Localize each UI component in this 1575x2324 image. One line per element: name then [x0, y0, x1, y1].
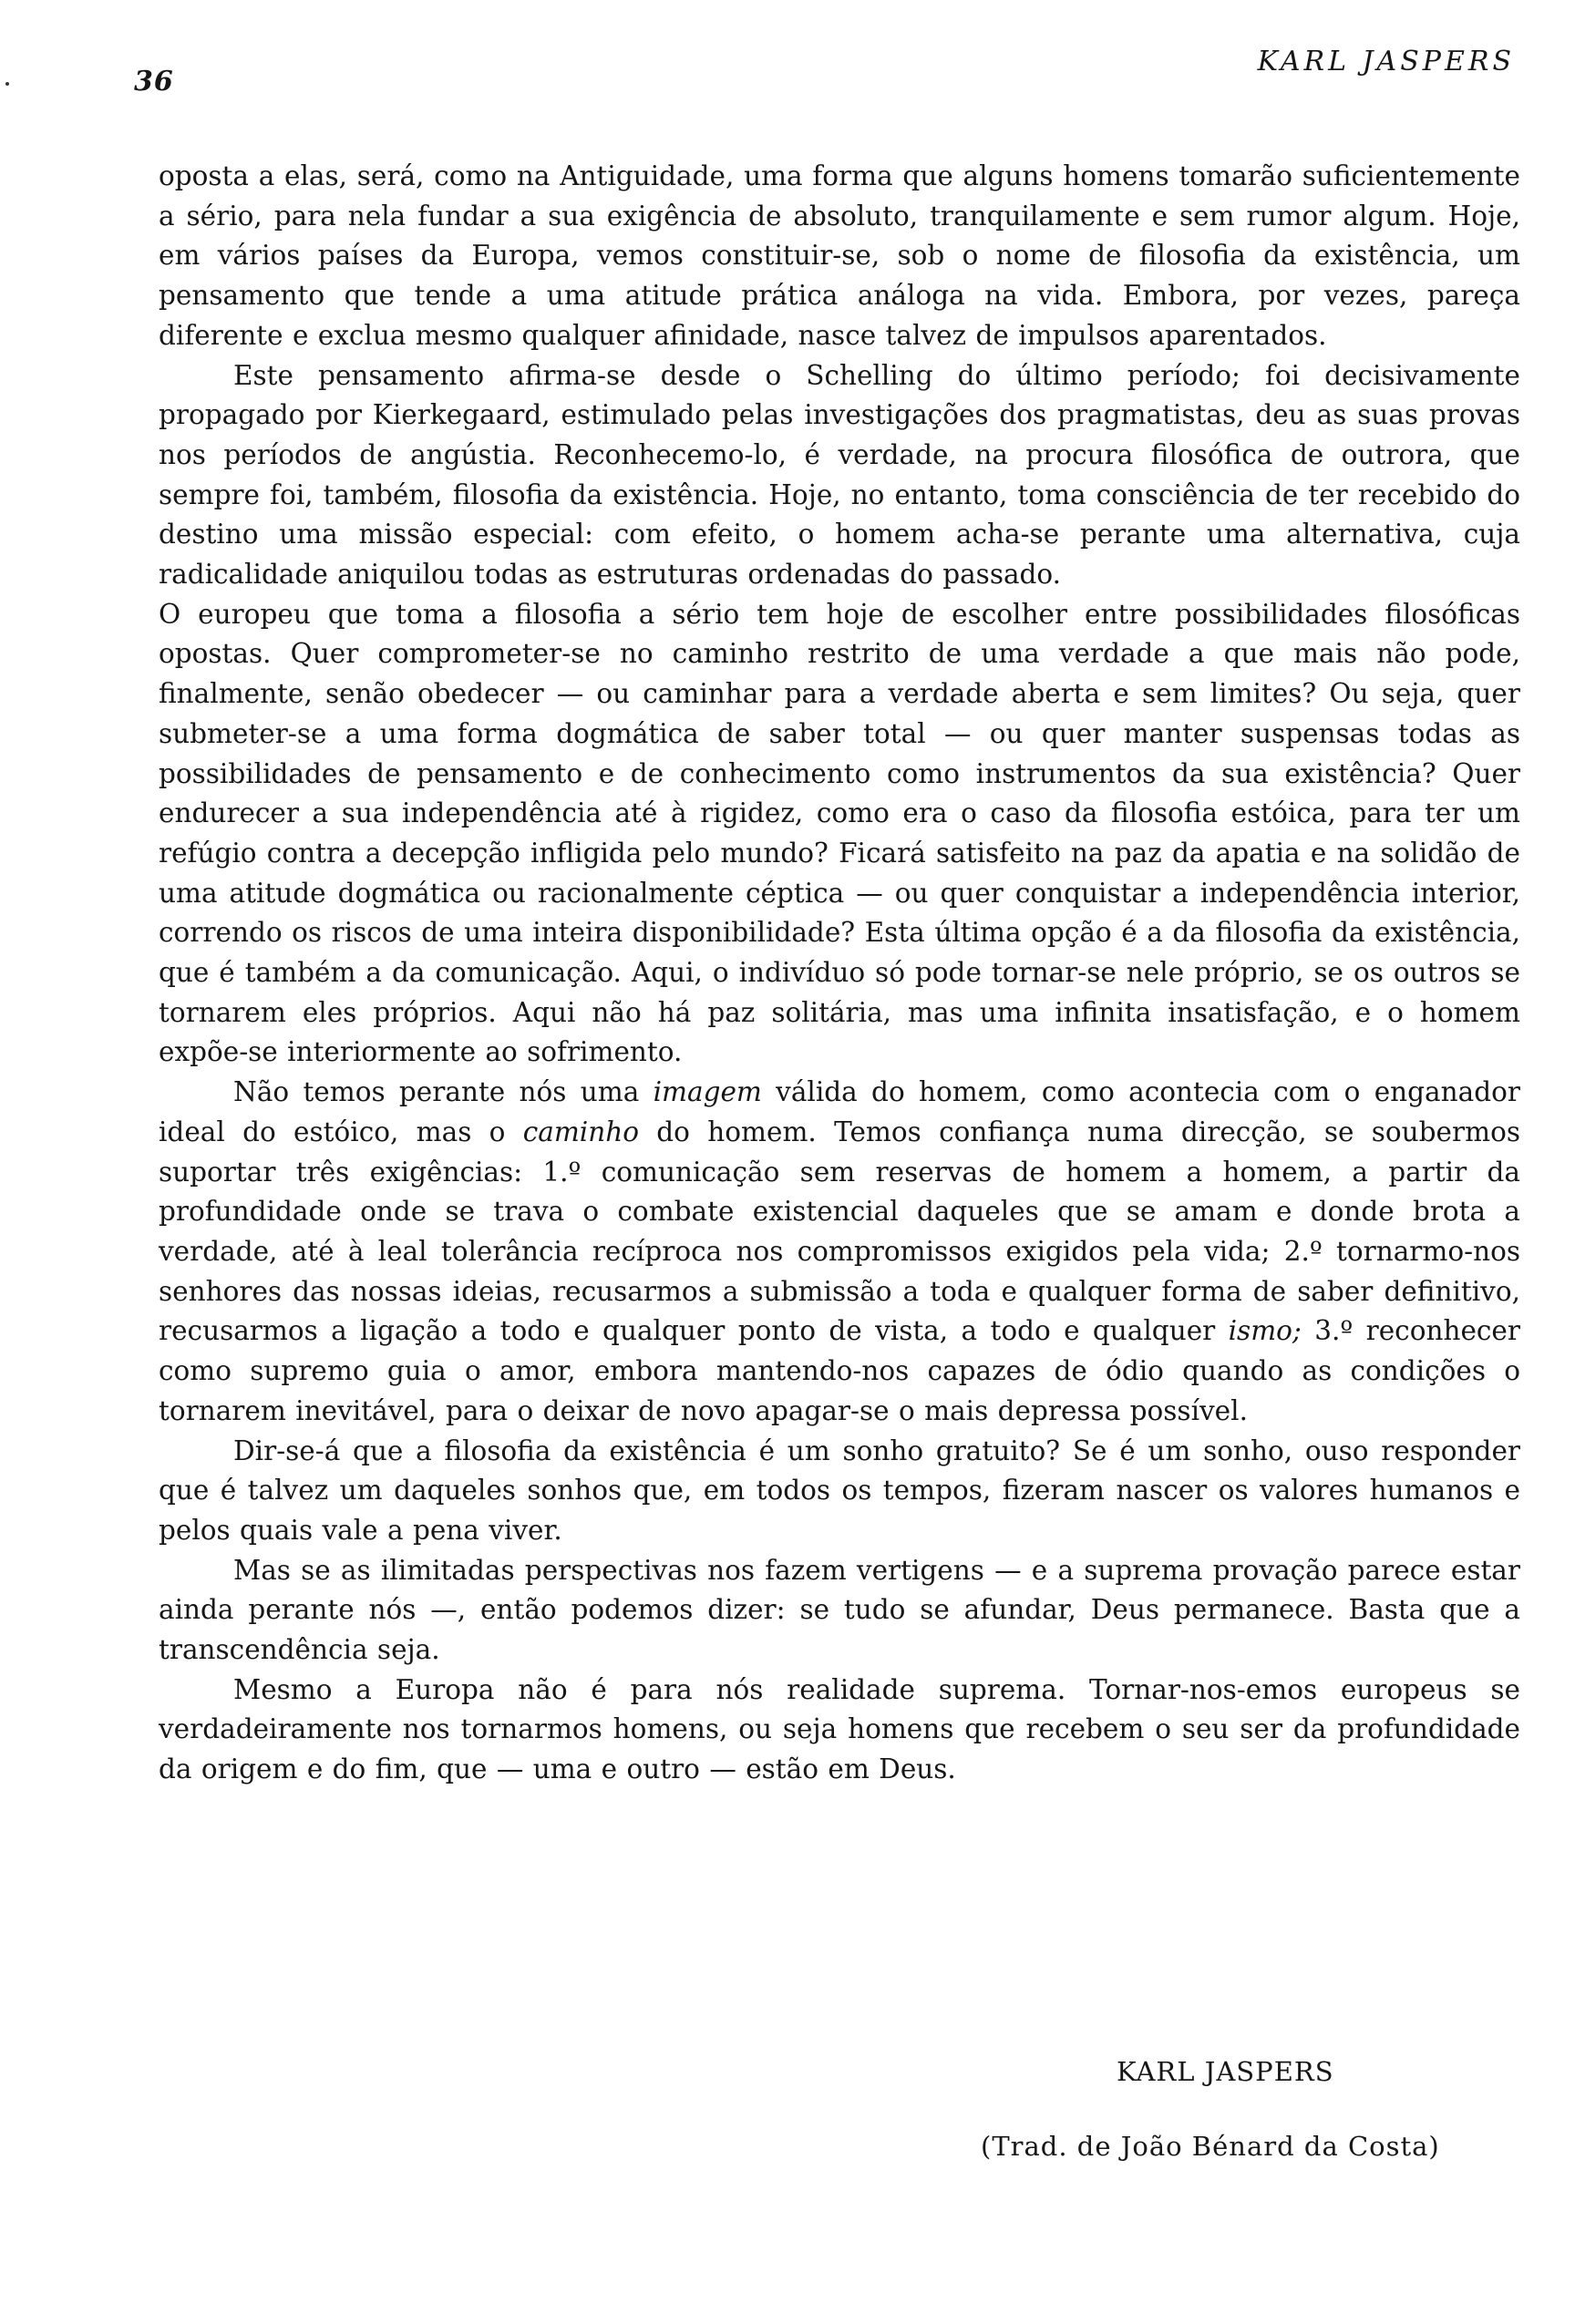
paragraph: [159, 1432, 1520, 1551]
author-signature: KARL JASPERS: [1117, 2056, 1334, 2087]
text-segment: válida do homem, como acontecia com o enganador ideal do estóico, mas o: [159, 1076, 1520, 1147]
paragraph: [159, 356, 1520, 595]
translator-credit: (Trad. de João Bénard da Costa): [981, 2131, 1440, 2162]
body-text: [159, 157, 1520, 1790]
paragraph: [159, 595, 1520, 1073]
text-segment: oposta a elas, será, como na Antiguidade, uma forma que alguns homens tomarão suficientemente a sério, para nela fundar a sua exigência de absoluto, tranquilamente e sem rumor algum. Hoje, em vários países da Europa, vemos constituir-se, sob o nome de filosofia da existência, um pensamento que tende a uma atitude prática análoga na vida. Embora, por vezes, pareça diferente e exclua mesmo qualquer afinidade, nasce talvez de impulsos aparentados.: [159, 160, 1520, 351]
scan-mark: [5, 82, 9, 86]
italic-text: caminho: [522, 1116, 639, 1147]
running-head: KARL JASPERS: [1257, 46, 1515, 77]
paragraph: [159, 1551, 1520, 1671]
paragraph: [159, 157, 1520, 356]
text-segment: Mas se as ilimitadas perspectivas nos fazem vertigens — e a suprema provação parece estar ainda perante nós —, então podemos dizer: se tudo se afundar, Deus permanece. Basta que a transcendência seja.: [159, 1554, 1520, 1666]
text-segment: 3.º reconhecer como supremo guia o amor, embora mantendo-nos capazes de ódio quando as condições o tornarem inevitável, para o deixar de novo apagar-se o mais depressa possível.: [159, 1315, 1520, 1426]
italic-text: imagem: [653, 1076, 762, 1108]
text-segment: Não temos perante nós uma: [233, 1076, 654, 1108]
text-segment: do homem. Temos confiança numa direcção, se soubermos suportar três exigências: 1.º comunicação sem reservas de homem a homem, a partir da profundidade onde se trava o combate existencial daqueles que se amam e donde brota a verdade, até à leal tolerância recíproca nos compromissos exigidos pela vida; 2.º tornarmo-nos senhores das nossas ideias, recusarmos a submissão a toda e qualquer forma de saber definitivo, recusarmos a ligação a todo e qualquer ponto de vista, a todo e qualquer: [159, 1116, 1520, 1347]
text-segment: Dir-se-á que a filosofia da existência é um sonho gratuito? Se é um sonho, ouso responder que é talvez um daqueles sonhos que, em todos os tempos, fizeram nascer os valores humanos e pelos quais vale a pena viver.: [159, 1435, 1520, 1546]
paragraph: [159, 1671, 1520, 1790]
text-segment: O europeu que toma a filosofia a sério tem hoje de escolher entre possibilidades filosóficas opostas. Quer comprometer-se no caminho restrito de uma verdade a que mais não pode, finalmente, senão obedecer — ou caminhar para a verdade aberta e sem limites? Ou seja, quer submeter-se a uma forma dogmática de saber total — ou quer manter suspensas todas as possibilidades de pensamento e de conhecimento como instrumentos da sua existência? Quer endurecer a sua independência até à rigidez, como era o caso da filosofia estóica, para ter um refúgio contra a decepção infligida pelo mundo? Ficará satisfeito na paz da apatia e na solidão de uma atitude dogmática ou racionalmente céptica — ou quer conquistar a independência interior, correndo os riscos de uma inteira disponibilidade? Esta última opção é a da filosofia da existência, que é também a da comunicação. Aqui, o indivíduo só pode tornar-se nele próprio, se os outros se tornarem eles próprios. Aqui não há paz solitária, mas uma infinita insatisfação, e o homem expõe-se interiormente ao sofrimento.: [159, 598, 1520, 1068]
paragraph: [159, 1073, 1520, 1431]
italic-text: ismo;: [1228, 1315, 1302, 1347]
page-number: 36: [134, 66, 174, 98]
text-segment: Mesmo a Europa não é para nós realidade suprema. Tornar-nos-emos europeus se verdadeiramente nos tornarmos homens, ou seja homens que recebem o seu ser da profundidade da origem e do fim, que — uma e outro — estão em Deus.: [159, 1673, 1520, 1785]
text-segment: Este pensamento afirma-se desde o Schelling do último período; foi decisivamente propagado por Kierkegaard, estimulado pelas investigações dos pragmatistas, deu as suas provas nos períodos de angústia. Reconhecemo-lo, é verdade, na procura filosófica de outrora, que sempre foi, também, filosofia da existência. Hoje, no entanto, toma consciência de ter recebido do destino uma missão especial: com efeito, o homem acha-se perante uma alternativa, cuja radicalidade aniquilou todas as estruturas ordenadas do passado.: [159, 359, 1520, 591]
